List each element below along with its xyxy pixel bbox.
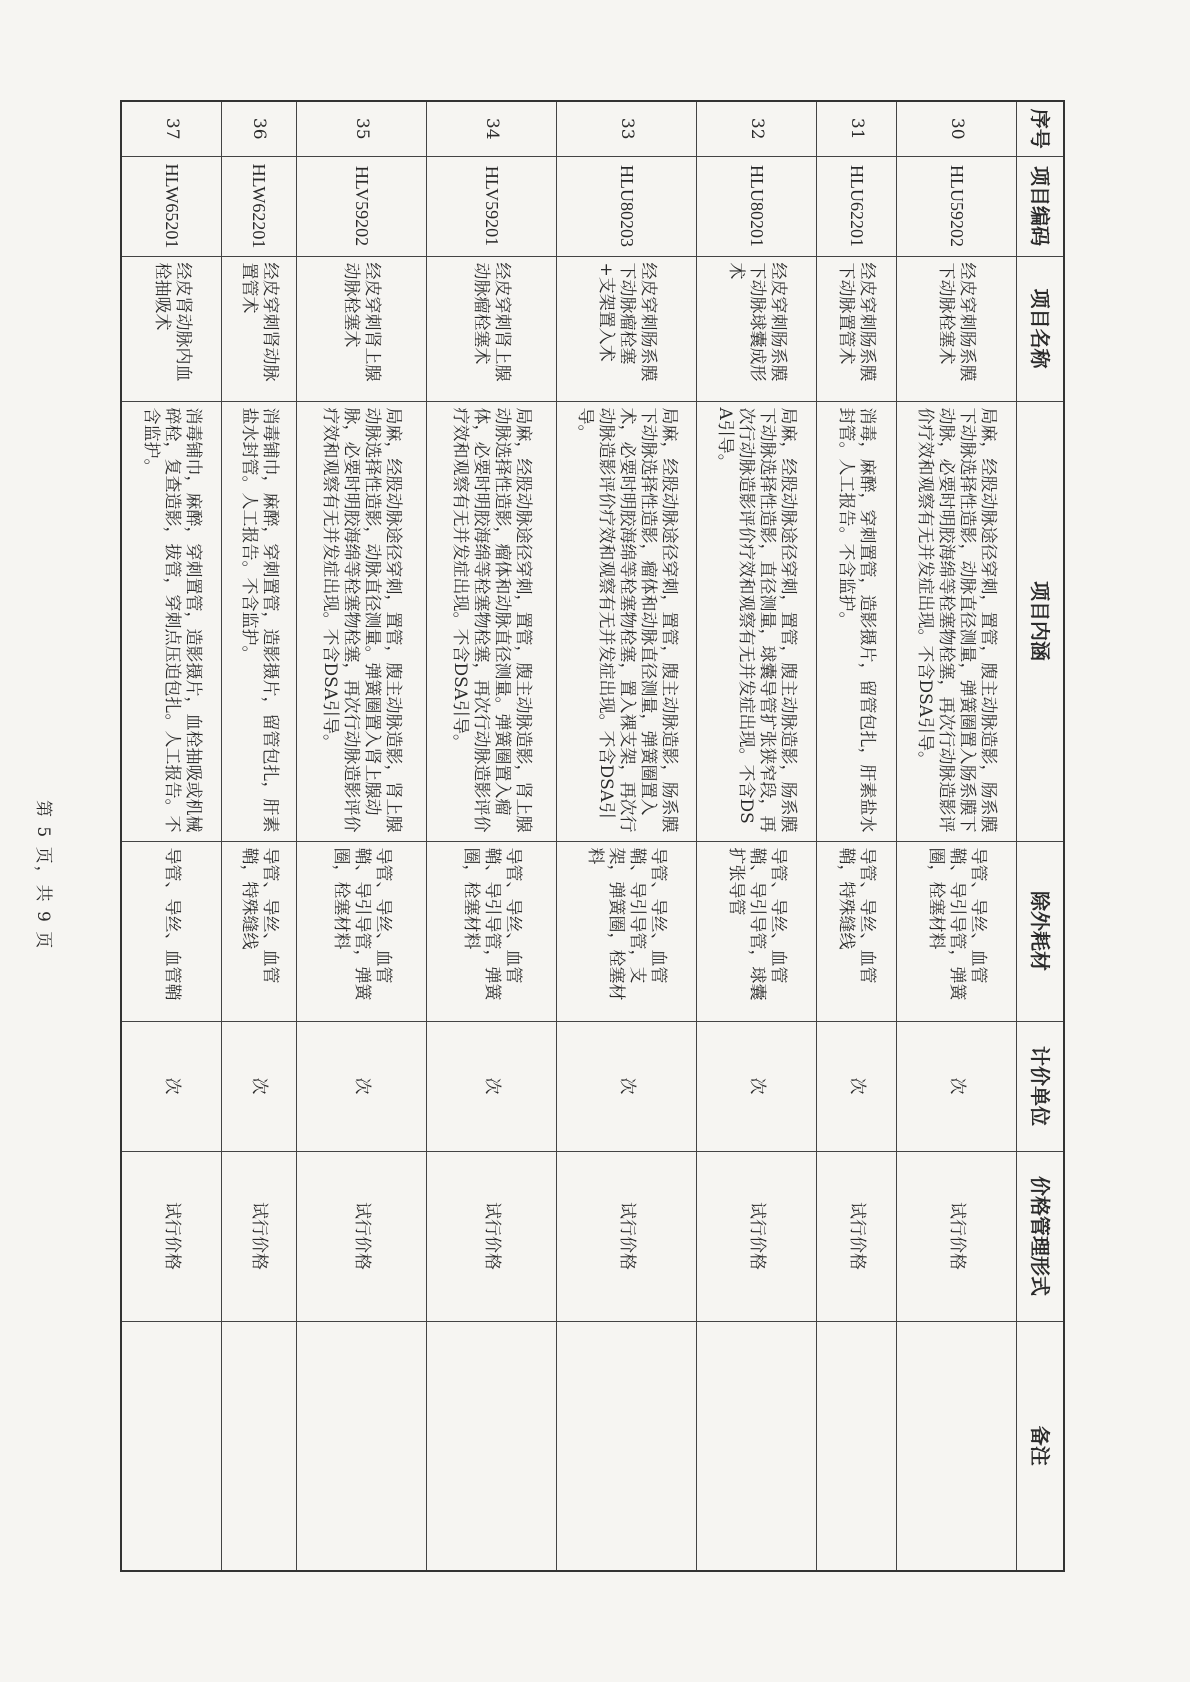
- cell-content: 消毒铺巾，麻醉，穿刺置管，造影摄片，留管包扎，肝素盐水封管。人工报告。不含监护。: [222, 401, 297, 841]
- cell-code: HLW62201: [222, 156, 297, 256]
- cell-unit: 次: [122, 1021, 222, 1151]
- table-row: [222, 101, 297, 1571]
- cell-name: 经皮穿刺肠系膜下动脉球囊成形术: [697, 256, 817, 401]
- cell-seq: 31: [817, 101, 897, 156]
- header-excluded: 除外耗材: [1017, 841, 1065, 1021]
- cell-unit: 次: [557, 1021, 697, 1151]
- cell-remark: [427, 1321, 557, 1571]
- cell-code: HLU62201: [817, 156, 897, 256]
- cell-price-form: 试行价格: [817, 1151, 897, 1321]
- header-seq: 序号: [1017, 101, 1065, 156]
- cell-remark: [697, 1321, 817, 1571]
- table-row: [817, 101, 897, 1571]
- table-row: [897, 101, 1017, 1571]
- cell-unit: 次: [222, 1021, 297, 1151]
- cell-content: 消毒铺巾，麻醉，穿刺置管，造影摄片，血栓抽吸或机械碎栓，复查造影，拔管，穿刺点压迫包扎。人工报告。不含监护。: [122, 401, 222, 841]
- cell-price-form: 试行价格: [297, 1151, 427, 1321]
- cell-seq: 36: [222, 101, 297, 156]
- cell-code: HLU80203: [557, 156, 697, 256]
- cell-remark: [557, 1321, 697, 1571]
- cell-name: 经皮穿刺肾上腺动脉栓塞术: [297, 256, 427, 401]
- cell-price-form: 试行价格: [122, 1151, 222, 1321]
- cell-unit: 次: [817, 1021, 897, 1151]
- header-unit: 计价单位: [1017, 1021, 1065, 1151]
- cell-name: 经皮穿刺肾上腺动脉瘤栓塞术: [427, 256, 557, 401]
- header-price-form: 价格管理形式: [1017, 1151, 1065, 1321]
- cell-code: HLW65201: [122, 156, 222, 256]
- cell-seq: 34: [427, 101, 557, 156]
- table-header-row: [1017, 101, 1065, 1571]
- table-row: [297, 101, 427, 1571]
- cell-seq: 33: [557, 101, 697, 156]
- cell-seq: 30: [897, 101, 1017, 156]
- cell-code: HLV59201: [427, 156, 557, 256]
- cell-excluded: 导管、导丝、血管鞘，特殊缝线: [817, 841, 897, 1021]
- cell-code: HLU59202: [897, 156, 1017, 256]
- cell-remark: [222, 1321, 297, 1571]
- cell-unit: 次: [427, 1021, 557, 1151]
- cell-content: 局麻，经股动脉途径穿刺，置管，腹主动脉造影，肠系膜下动脉选择性造影，瘤体和动脉直径测量，弹簧圈置入术，必要时明胶海绵等栓塞物栓塞，置入裸支架，再次行动脉造影评价疗效和观察有无并发症出现。不含DSA引导。: [557, 401, 697, 841]
- table-row: [122, 101, 222, 1571]
- table-row: [427, 101, 557, 1571]
- cell-remark: [897, 1321, 1017, 1571]
- cell-name: 经皮肾动脉内血栓抽吸术: [122, 256, 222, 401]
- page-number: 第 5 页，共 9 页: [33, 800, 53, 951]
- header-code: 项目编码: [1017, 156, 1065, 256]
- cell-excluded: 导管、导丝、血管鞘、导引导管，弹簧圈，栓塞材料: [427, 841, 557, 1021]
- cell-content: 消毒，麻醉，穿刺置管，造影摄片，留管包扎，肝素盐水封管。人工报告。不含监护。: [817, 401, 897, 841]
- cell-excluded: 导管、导丝、血管鞘、导引导管，弹簧圈，栓塞材料: [297, 841, 427, 1021]
- cell-content: 局麻，经股动脉途径穿刺，置管，腹主动脉造影，肾上腺动脉选择性造影，瘤体和动脉直径测量。弹簧圈置入瘤体，必要时明胶海绵等栓塞物栓塞，再次行动脉造影评价疗效和观察有无并发症出现。不含DSA引导。: [427, 401, 557, 841]
- table-row: [697, 101, 817, 1571]
- cell-price-form: 试行价格: [897, 1151, 1017, 1321]
- cell-seq: 37: [122, 101, 222, 156]
- header-name: 项目名称: [1017, 256, 1065, 401]
- cell-seq: 32: [697, 101, 817, 156]
- cell-price-form: 试行价格: [557, 1151, 697, 1321]
- cell-unit: 次: [697, 1021, 817, 1151]
- header-remark: 备注: [1017, 1321, 1065, 1571]
- cell-name: 经皮穿刺肠系膜下动脉栓塞术: [897, 256, 1017, 401]
- cell-name: 经皮穿刺肠系膜下动脉瘤栓塞+支架置入术: [557, 256, 697, 401]
- cell-excluded: 导管、导丝、血管鞘、导引导管，球囊扩张导管: [697, 841, 817, 1021]
- cell-code: HLU80201: [697, 156, 817, 256]
- cell-excluded: 导管、导丝、血管鞘、导引导管，支架，弹簧圈，栓塞材料: [557, 841, 697, 1021]
- price-table-sheet: [125, 100, 1065, 1570]
- cell-name: 经皮穿刺肠系膜下动脉置管术: [817, 256, 897, 401]
- cell-code: HLV59202: [297, 156, 427, 256]
- cell-content: 局麻，经股动脉途径穿刺，置管，腹主动脉造影，肾上腺动脉选择性造影，动脉直径测量。弹簧圈置入肾上腺动脉，必要时明胶海绵等栓塞物栓塞，再次行动脉造影评价疗效和观察有无并发症出现。不含DSA引导。: [297, 401, 427, 841]
- cell-price-form: 试行价格: [427, 1151, 557, 1321]
- header-content: 项目内涵: [1017, 401, 1065, 841]
- cell-remark: [122, 1321, 222, 1571]
- cell-excluded: 导管、导丝、血管鞘，特殊缝线: [222, 841, 297, 1021]
- cell-name: 经皮穿刺肾动脉置管术: [222, 256, 297, 401]
- cell-remark: [817, 1321, 897, 1571]
- cell-content: 局麻，经股动脉途径穿刺，置管，腹主动脉造影，肠系膜下动脉选择性造影，直径测量，球囊导管扩张狭窄段，再次行动脉造影评价疗效和观察有无并发症出现。不含DSA引导。: [697, 401, 817, 841]
- cell-unit: 次: [897, 1021, 1017, 1151]
- cell-unit: 次: [297, 1021, 427, 1151]
- cell-excluded: 导管、导丝、血管鞘、导引导管，弹簧圈，栓塞材料: [897, 841, 1017, 1021]
- cell-content: 局麻，经股动脉途径穿刺，置管，腹主动脉造影，肠系膜下动脉选择性造影，动脉直径测量，弹簧圈置入肠系膜下动脉，必要时明胶海绵等栓塞物栓塞，再次行动脉造影评价疗效和观察有无并发症出现。不含DSA引导。: [897, 401, 1017, 841]
- cell-price-form: 试行价格: [697, 1151, 817, 1321]
- cell-price-form: 试行价格: [222, 1151, 297, 1321]
- cell-remark: [297, 1321, 427, 1571]
- cell-seq: 35: [297, 101, 427, 156]
- cell-excluded: 导管、导丝、血管鞘: [122, 841, 222, 1021]
- price-item-table: [121, 100, 1066, 1572]
- table-row: [557, 101, 697, 1571]
